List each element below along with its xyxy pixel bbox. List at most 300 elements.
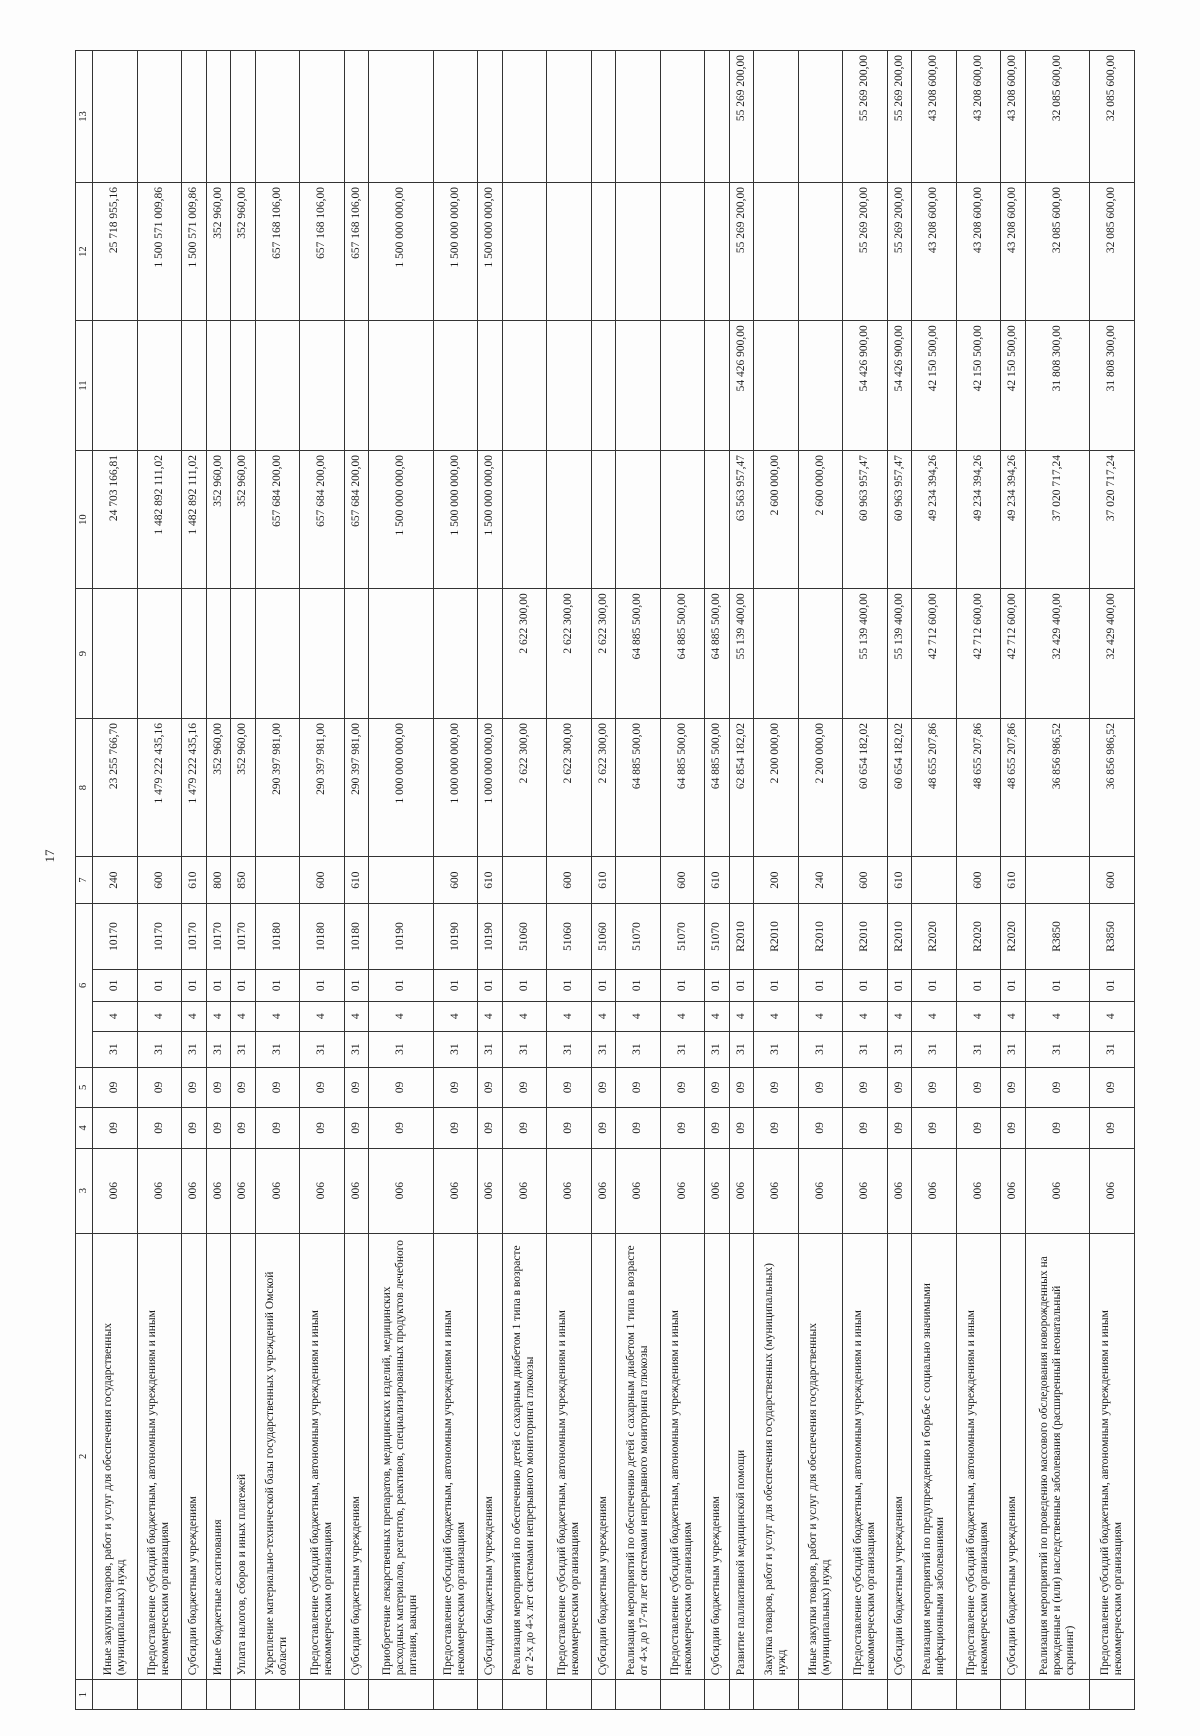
cell-index xyxy=(206,1680,231,1710)
row-name: Субсидии бюджетным учреждениям xyxy=(1001,1233,1026,1680)
cell-section: 09 xyxy=(255,1108,300,1148)
cell-index xyxy=(754,1680,799,1710)
rotated-table-wrapper xyxy=(75,50,1135,1710)
header-cell: 3 xyxy=(76,1148,93,1233)
cell-amount xyxy=(705,51,730,183)
cell-expense-type xyxy=(912,857,957,904)
cell-article-type: 4 xyxy=(616,1001,661,1031)
cell-subsection: 09 xyxy=(300,1067,345,1107)
cell-amount xyxy=(547,321,592,451)
cell-amount xyxy=(754,589,799,719)
cell-section: 09 xyxy=(502,1108,547,1148)
cell-amount: 60 963 957,47 xyxy=(843,450,888,588)
cell-article-type: 4 xyxy=(182,1001,207,1031)
cell-amount: 290 397 981,00 xyxy=(255,718,300,856)
cell-expense-type: 610 xyxy=(344,857,369,904)
table-row xyxy=(502,51,547,1710)
cell-amount: 2 622 300,00 xyxy=(502,718,547,856)
cell-amount xyxy=(660,450,705,588)
cell-article-subprogram: 01 xyxy=(754,969,799,1001)
cell-amount: 43 208 600,00 xyxy=(912,51,957,183)
cell-article-subprogram: 01 xyxy=(1090,969,1135,1001)
cell-amount: 64 885 500,00 xyxy=(616,718,661,856)
table-row xyxy=(616,51,661,1710)
cell-amount xyxy=(182,589,207,719)
table-row xyxy=(798,51,843,1710)
cell-article-type: 4 xyxy=(729,1001,754,1031)
cell-article-program: 31 xyxy=(1025,1031,1090,1067)
table-row xyxy=(843,51,888,1710)
cell-index xyxy=(705,1680,730,1710)
table-row xyxy=(369,51,434,1710)
cell-subsection: 09 xyxy=(912,1067,957,1107)
cell-section: 09 xyxy=(478,1108,503,1148)
cell-amount: 55 139 400,00 xyxy=(843,589,888,719)
table-row xyxy=(956,51,1001,1710)
cell-amount xyxy=(369,51,434,183)
cell-index xyxy=(798,1680,843,1710)
cell-code: 006 xyxy=(1090,1148,1135,1233)
row-name: Предоставление субсидий бюджетным, автономным учреждениям и иным некоммерческим организациям xyxy=(843,1233,888,1680)
cell-amount: 657 684 200,00 xyxy=(255,450,300,588)
cell-code: 006 xyxy=(344,1148,369,1233)
cell-amount xyxy=(798,589,843,719)
cell-amount: 352 960,00 xyxy=(206,450,231,588)
cell-article-code: 10190 xyxy=(478,903,503,969)
cell-amount: 55 269 200,00 xyxy=(887,182,912,320)
cell-subsection: 09 xyxy=(182,1067,207,1107)
cell-amount: 352 960,00 xyxy=(231,182,256,320)
cell-code: 006 xyxy=(369,1148,434,1233)
cell-section: 09 xyxy=(344,1108,369,1148)
cell-subsection: 09 xyxy=(1090,1067,1135,1107)
cell-expense-type xyxy=(1025,857,1090,904)
cell-subsection: 09 xyxy=(502,1067,547,1107)
cell-amount: 55 269 200,00 xyxy=(729,51,754,183)
cell-amount: 49 234 394,26 xyxy=(1001,450,1026,588)
cell-expense-type: 200 xyxy=(754,857,799,904)
cell-article-code: 51070 xyxy=(616,903,661,969)
cell-expense-type: 800 xyxy=(206,857,231,904)
cell-article-subprogram: 01 xyxy=(660,969,705,1001)
cell-code: 006 xyxy=(206,1148,231,1233)
cell-article-code: 10180 xyxy=(344,903,369,969)
cell-code: 006 xyxy=(1025,1148,1090,1233)
cell-section: 09 xyxy=(369,1108,434,1148)
cell-amount xyxy=(182,51,207,183)
cell-article-program: 31 xyxy=(231,1031,256,1067)
cell-index xyxy=(300,1680,345,1710)
cell-article-program: 31 xyxy=(912,1031,957,1067)
cell-amount xyxy=(231,321,256,451)
cell-article-subprogram: 01 xyxy=(206,969,231,1001)
cell-article-program: 31 xyxy=(887,1031,912,1067)
cell-amount xyxy=(369,589,434,719)
cell-article-subprogram: 01 xyxy=(729,969,754,1001)
cell-amount: 1 000 000 000,00 xyxy=(478,718,503,856)
cell-code: 006 xyxy=(502,1148,547,1233)
cell-amount: 1 500 000 000,00 xyxy=(433,182,478,320)
cell-amount: 43 208 600,00 xyxy=(956,182,1001,320)
cell-article-type: 4 xyxy=(843,1001,888,1031)
cell-expense-type: 610 xyxy=(887,857,912,904)
cell-amount: 64 885 500,00 xyxy=(616,589,661,719)
cell-article-type: 4 xyxy=(798,1001,843,1031)
cell-article-type: 4 xyxy=(887,1001,912,1031)
table-row xyxy=(1090,51,1135,1710)
cell-amount: 290 397 981,00 xyxy=(344,718,369,856)
header-cell: 13 xyxy=(76,51,93,183)
row-name: Реализация мероприятий по обеспечению детей с сахарным диабетом 1 типа в возрасте от 2-х до 4-х лет системами непрерывного мониторинга глюкозы xyxy=(502,1233,547,1680)
table-row xyxy=(182,51,207,1710)
cell-article-program: 31 xyxy=(754,1031,799,1067)
cell-article-program: 31 xyxy=(137,1031,182,1067)
cell-amount: 42 150 500,00 xyxy=(1001,321,1026,451)
cell-article-type: 4 xyxy=(478,1001,503,1031)
cell-expense-type xyxy=(502,857,547,904)
cell-amount xyxy=(206,51,231,183)
cell-code: 006 xyxy=(912,1148,957,1233)
cell-amount xyxy=(433,321,478,451)
header-cell: 5 xyxy=(76,1067,93,1107)
cell-amount: 352 960,00 xyxy=(231,450,256,588)
cell-article-program: 31 xyxy=(433,1031,478,1067)
cell-amount xyxy=(137,321,182,451)
table-row xyxy=(231,51,256,1710)
cell-amount xyxy=(798,182,843,320)
cell-amount: 64 885 500,00 xyxy=(660,589,705,719)
cell-expense-type: 610 xyxy=(705,857,730,904)
cell-amount xyxy=(660,182,705,320)
cell-amount: 43 208 600,00 xyxy=(912,182,957,320)
cell-article-program: 31 xyxy=(369,1031,434,1067)
cell-article-subprogram: 01 xyxy=(843,969,888,1001)
cell-amount xyxy=(502,182,547,320)
header-cell: 4 xyxy=(76,1108,93,1148)
cell-code: 006 xyxy=(1001,1148,1026,1233)
cell-expense-type: 600 xyxy=(300,857,345,904)
cell-article-subprogram: 01 xyxy=(912,969,957,1001)
cell-amount xyxy=(206,589,231,719)
cell-amount xyxy=(547,182,592,320)
cell-amount: 55 269 200,00 xyxy=(843,51,888,183)
cell-article-program: 31 xyxy=(206,1031,231,1067)
cell-amount: 2 200 000,00 xyxy=(798,718,843,856)
cell-amount xyxy=(798,321,843,451)
cell-article-program: 31 xyxy=(1090,1031,1135,1067)
cell-amount xyxy=(754,51,799,183)
cell-amount xyxy=(616,182,661,320)
cell-index xyxy=(344,1680,369,1710)
cell-article-program: 31 xyxy=(729,1031,754,1067)
cell-amount: 32 085 600,00 xyxy=(1025,182,1090,320)
cell-index xyxy=(1025,1680,1090,1710)
cell-amount: 64 885 500,00 xyxy=(705,589,730,719)
cell-article-type: 4 xyxy=(300,1001,345,1031)
cell-expense-type: 600 xyxy=(137,857,182,904)
cell-amount: 48 655 207,86 xyxy=(912,718,957,856)
cell-article-code: 10170 xyxy=(231,903,256,969)
table-row xyxy=(478,51,503,1710)
row-name: Субсидии бюджетным учреждениям xyxy=(887,1233,912,1680)
cell-amount xyxy=(433,51,478,183)
cell-code: 006 xyxy=(729,1148,754,1233)
cell-article-type: 4 xyxy=(660,1001,705,1031)
cell-index xyxy=(887,1680,912,1710)
table-row xyxy=(344,51,369,1710)
table-row xyxy=(754,51,799,1710)
cell-amount: 1 482 892 111,02 xyxy=(182,450,207,588)
cell-amount: 54 426 900,00 xyxy=(843,321,888,451)
cell-amount: 49 234 394,26 xyxy=(912,450,957,588)
cell-article-type: 4 xyxy=(231,1001,256,1031)
cell-amount xyxy=(255,51,300,183)
cell-amount xyxy=(344,51,369,183)
cell-article-code: 51070 xyxy=(705,903,730,969)
cell-subsection: 09 xyxy=(1025,1067,1090,1107)
cell-amount xyxy=(591,51,616,183)
cell-amount: 352 960,00 xyxy=(206,182,231,320)
header-cell: 12 xyxy=(76,182,93,320)
cell-article-type: 4 xyxy=(912,1001,957,1031)
cell-article-type: 4 xyxy=(1090,1001,1135,1031)
cell-amount xyxy=(255,321,300,451)
cell-subsection: 09 xyxy=(369,1067,434,1107)
cell-section: 09 xyxy=(300,1108,345,1148)
row-name: Предоставление субсидий бюджетным, автономным учреждениям и иным некоммерческим организациям xyxy=(660,1233,705,1680)
cell-amount xyxy=(300,321,345,451)
cell-amount: 2 600 000,00 xyxy=(798,450,843,588)
cell-article-program: 31 xyxy=(300,1031,345,1067)
cell-expense-type xyxy=(255,857,300,904)
cell-article-program: 31 xyxy=(591,1031,616,1067)
cell-index xyxy=(912,1680,957,1710)
cell-amount xyxy=(502,450,547,588)
header-cell: 7 xyxy=(76,857,93,904)
cell-section: 09 xyxy=(1001,1108,1026,1148)
cell-article-type: 4 xyxy=(1025,1001,1090,1031)
cell-article-code: R2010 xyxy=(754,903,799,969)
cell-subsection: 09 xyxy=(255,1067,300,1107)
cell-section: 09 xyxy=(547,1108,592,1148)
table-row xyxy=(705,51,730,1710)
cell-amount: 657 168 106,00 xyxy=(300,182,345,320)
cell-subsection: 09 xyxy=(843,1067,888,1107)
cell-subsection: 09 xyxy=(93,1067,138,1107)
cell-amount: 32 085 600,00 xyxy=(1090,182,1135,320)
cell-section: 09 xyxy=(182,1108,207,1148)
cell-code: 006 xyxy=(182,1148,207,1233)
cell-amount xyxy=(478,589,503,719)
row-name: Иные закупки товаров, работ и услуг для обеспечения государственных (муниципальных) нужд xyxy=(93,1233,138,1680)
cell-amount: 1 500 000 000,00 xyxy=(433,450,478,588)
header-cell: 8 xyxy=(76,718,93,856)
cell-article-subprogram: 01 xyxy=(433,969,478,1001)
cell-section: 09 xyxy=(912,1108,957,1148)
cell-subsection: 09 xyxy=(956,1067,1001,1107)
cell-amount: 55 139 400,00 xyxy=(729,589,754,719)
cell-amount: 32 085 600,00 xyxy=(1025,51,1090,183)
cell-expense-type: 610 xyxy=(478,857,503,904)
cell-amount: 2 200 000,00 xyxy=(754,718,799,856)
cell-article-code: 10190 xyxy=(433,903,478,969)
row-name: Закупка товаров, работ и услуг для обеспечения государственных (муниципальных) нужд xyxy=(754,1233,799,1680)
cell-amount: 657 684 200,00 xyxy=(344,450,369,588)
cell-index xyxy=(660,1680,705,1710)
cell-amount xyxy=(478,321,503,451)
cell-article-type: 4 xyxy=(433,1001,478,1031)
cell-section: 09 xyxy=(798,1108,843,1148)
cell-article-code: 51060 xyxy=(547,903,592,969)
table-row xyxy=(433,51,478,1710)
cell-section: 09 xyxy=(616,1108,661,1148)
cell-article-program: 31 xyxy=(93,1031,138,1067)
row-name: Субсидии бюджетным учреждениям xyxy=(478,1233,503,1680)
cell-amount xyxy=(255,589,300,719)
cell-amount xyxy=(369,321,434,451)
row-name: Субсидии бюджетным учреждениям xyxy=(591,1233,616,1680)
cell-code: 006 xyxy=(93,1148,138,1233)
cell-section: 09 xyxy=(137,1108,182,1148)
header-row xyxy=(76,51,93,1710)
table-row xyxy=(1001,51,1026,1710)
cell-amount: 25 718 955,16 xyxy=(93,182,138,320)
cell-section: 09 xyxy=(591,1108,616,1148)
cell-amount: 352 960,00 xyxy=(206,718,231,856)
cell-code: 006 xyxy=(843,1148,888,1233)
cell-subsection: 09 xyxy=(433,1067,478,1107)
cell-article-code: R3850 xyxy=(1090,903,1135,969)
cell-amount: 657 168 106,00 xyxy=(255,182,300,320)
row-name: Предоставление субсидий бюджетным, автономным учреждениям и иным некоммерческим организациям xyxy=(956,1233,1001,1680)
row-name: Реализация мероприятий по проведению массового обследования новорожденных на врожденные и (или) наследственные заболевания (расширенный неонатальный скрининг) xyxy=(1025,1233,1090,1680)
cell-amount: 352 960,00 xyxy=(231,718,256,856)
cell-subsection: 09 xyxy=(1001,1067,1026,1107)
cell-index xyxy=(478,1680,503,1710)
cell-amount: 32 085 600,00 xyxy=(1090,51,1135,183)
cell-amount: 1 500 571 009,86 xyxy=(182,182,207,320)
cell-index xyxy=(231,1680,256,1710)
cell-expense-type xyxy=(729,857,754,904)
cell-article-subprogram: 01 xyxy=(502,969,547,1001)
row-name: Реализация мероприятий по предупреждению и борьбе с социально значимыми инфекционными заболеваниями xyxy=(912,1233,957,1680)
cell-amount: 60 654 182,02 xyxy=(843,718,888,856)
cell-amount: 23 255 766,70 xyxy=(93,718,138,856)
cell-amount: 49 234 394,26 xyxy=(956,450,1001,588)
cell-amount: 31 808 300,00 xyxy=(1025,321,1090,451)
cell-amount xyxy=(478,51,503,183)
cell-subsection: 09 xyxy=(206,1067,231,1107)
cell-amount: 42 150 500,00 xyxy=(956,321,1001,451)
table-row xyxy=(591,51,616,1710)
cell-amount: 48 655 207,86 xyxy=(1001,718,1026,856)
cell-article-code: 10170 xyxy=(206,903,231,969)
cell-amount: 55 269 200,00 xyxy=(887,51,912,183)
cell-amount: 43 208 600,00 xyxy=(1001,182,1026,320)
cell-amount xyxy=(231,51,256,183)
cell-index xyxy=(616,1680,661,1710)
cell-article-program: 31 xyxy=(705,1031,730,1067)
cell-amount: 24 703 166,81 xyxy=(93,450,138,588)
cell-amount xyxy=(300,51,345,183)
cell-index xyxy=(433,1680,478,1710)
cell-article-subprogram: 01 xyxy=(798,969,843,1001)
cell-subsection: 09 xyxy=(660,1067,705,1107)
cell-article-program: 31 xyxy=(1001,1031,1026,1067)
cell-amount xyxy=(93,589,138,719)
cell-subsection: 09 xyxy=(344,1067,369,1107)
cell-subsection: 09 xyxy=(591,1067,616,1107)
cell-amount xyxy=(754,321,799,451)
cell-article-type: 4 xyxy=(754,1001,799,1031)
cell-code: 006 xyxy=(137,1148,182,1233)
cell-expense-type: 240 xyxy=(798,857,843,904)
cell-code: 006 xyxy=(255,1148,300,1233)
cell-amount: 36 856 986,52 xyxy=(1025,718,1090,856)
cell-article-type: 4 xyxy=(547,1001,592,1031)
cell-article-subprogram: 01 xyxy=(1001,969,1026,1001)
cell-article-code: R2010 xyxy=(798,903,843,969)
cell-section: 09 xyxy=(231,1108,256,1148)
row-name: Иные закупки товаров, работ и услуг для обеспечения государственных (муниципальных) нужд xyxy=(798,1233,843,1680)
cell-expense-type: 600 xyxy=(433,857,478,904)
cell-code: 006 xyxy=(231,1148,256,1233)
cell-article-code: 51060 xyxy=(502,903,547,969)
cell-amount xyxy=(137,589,182,719)
cell-section: 09 xyxy=(956,1108,1001,1148)
cell-article-subprogram: 01 xyxy=(344,969,369,1001)
cell-index xyxy=(547,1680,592,1710)
cell-amount: 43 208 600,00 xyxy=(1001,51,1026,183)
cell-article-code: 10170 xyxy=(93,903,138,969)
table-row xyxy=(93,51,138,1710)
cell-article-type: 4 xyxy=(137,1001,182,1031)
cell-amount: 1 500 000 000,00 xyxy=(369,182,434,320)
cell-amount xyxy=(502,321,547,451)
cell-code: 006 xyxy=(754,1148,799,1233)
cell-index xyxy=(1001,1680,1026,1710)
table-row xyxy=(137,51,182,1710)
cell-amount: 1 479 222 435,16 xyxy=(182,718,207,856)
cell-amount: 1 000 000 000,00 xyxy=(369,718,434,856)
cell-amount xyxy=(547,51,592,183)
cell-index xyxy=(182,1680,207,1710)
cell-amount xyxy=(705,182,730,320)
cell-expense-type: 850 xyxy=(231,857,256,904)
row-name: Предоставление субсидий бюджетным, автономным учреждениям и иным некоммерческим организациям xyxy=(137,1233,182,1680)
cell-article-subprogram: 01 xyxy=(137,969,182,1001)
row-name: Иные бюджетные ассигнования xyxy=(206,1233,231,1680)
row-name: Субсидии бюджетным учреждениям xyxy=(705,1233,730,1680)
cell-article-subprogram: 01 xyxy=(591,969,616,1001)
cell-amount xyxy=(547,450,592,588)
header-cell: 1 xyxy=(76,1680,93,1710)
cell-amount: 64 885 500,00 xyxy=(660,718,705,856)
row-name: Укрепление материально-технической базы государственных учреждений Омской области xyxy=(255,1233,300,1680)
cell-article-code: 51060 xyxy=(591,903,616,969)
cell-article-program: 31 xyxy=(547,1031,592,1067)
cell-amount: 54 426 900,00 xyxy=(887,321,912,451)
cell-article-code: 10180 xyxy=(300,903,345,969)
cell-amount: 2 600 000,00 xyxy=(754,450,799,588)
cell-article-type: 4 xyxy=(369,1001,434,1031)
cell-amount xyxy=(231,589,256,719)
cell-article-type: 4 xyxy=(956,1001,1001,1031)
cell-section: 09 xyxy=(1090,1108,1135,1148)
cell-amount: 32 429 400,00 xyxy=(1025,589,1090,719)
cell-index xyxy=(369,1680,434,1710)
cell-article-code: R2020 xyxy=(912,903,957,969)
